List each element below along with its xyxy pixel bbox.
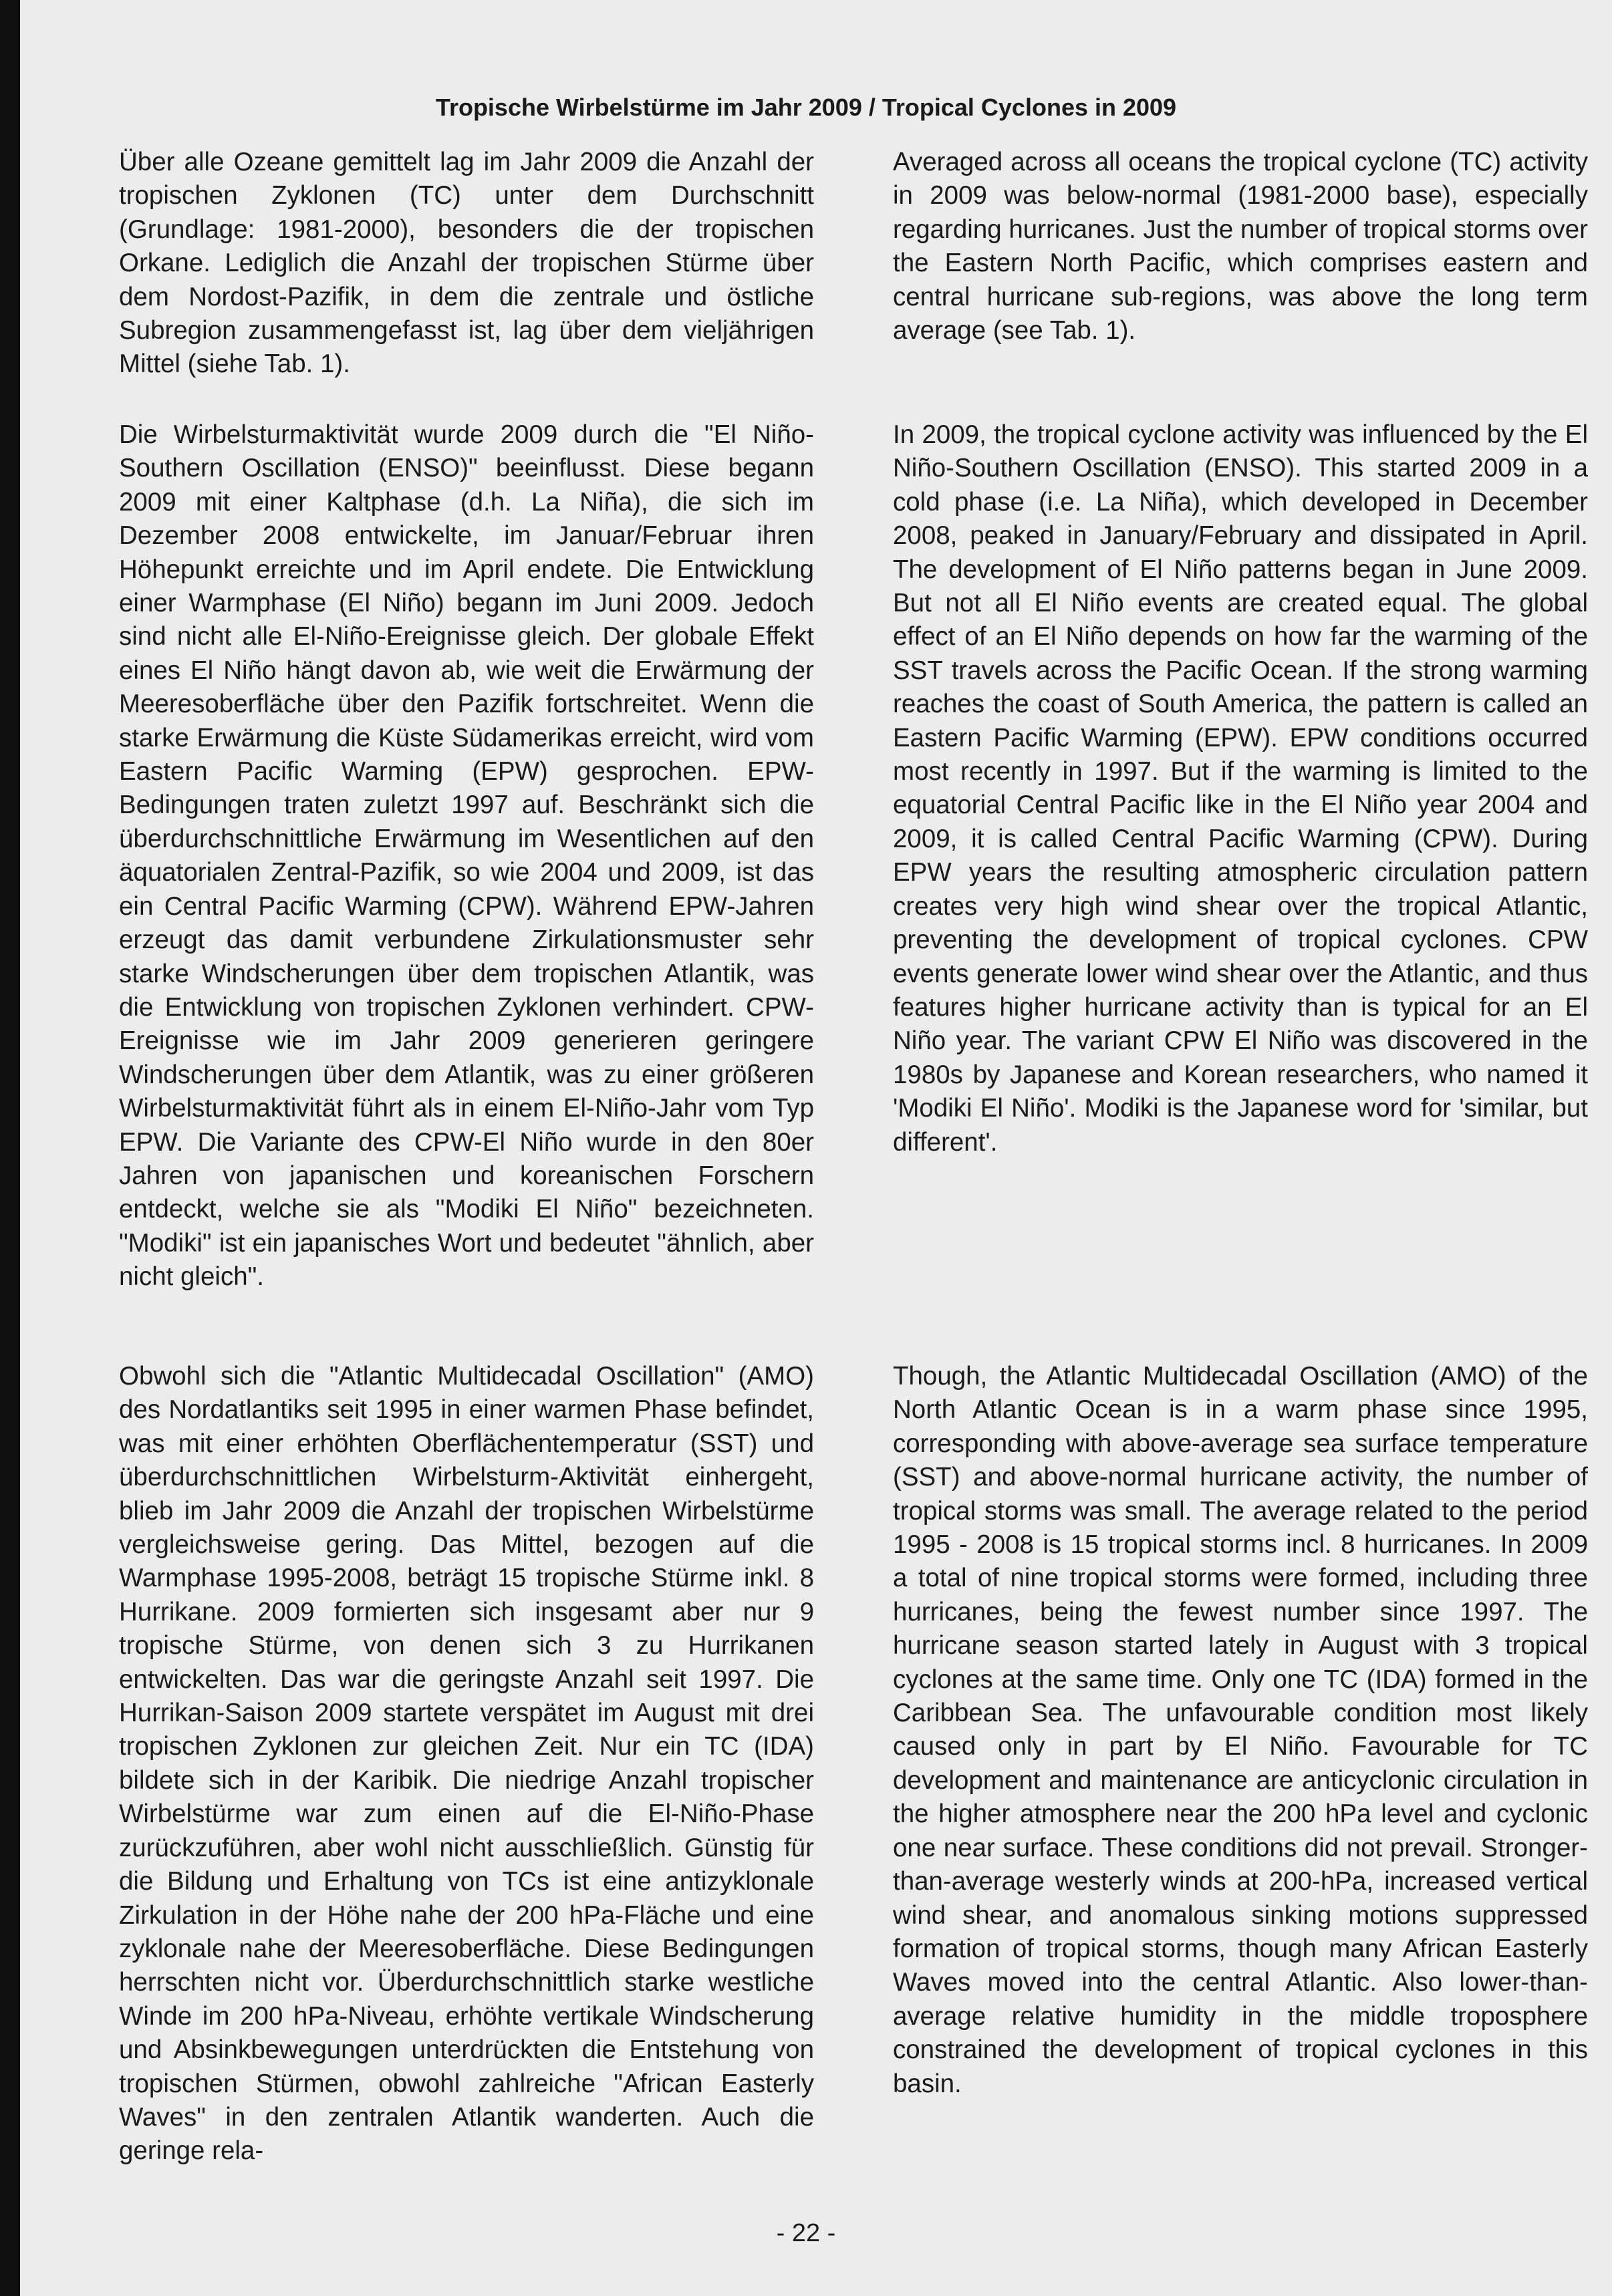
scan-edge — [0, 0, 20, 2296]
page-number: - 22 - — [776, 2219, 836, 2247]
german-paragraph-3: Obwohl sich die "Atlantic Multidecadal Oscillation" (AMO) des Nordatlantiks seit 1995 in einer warmen Phase befindet, was mit einer erhöhten Oberflächentemperatur (SST) und überdurchschnittlichen Wirbelsturm-Aktivität einhergeht, blieb im Jahr 2009 die Anzahl der tropischen Wirbelstürme vergleichsweise gering. Das Mittel, bezogen auf die Warmphase 1995-2008, beträgt 15 tropische Stürme inkl. 8 Hurrikane. 2009 formierten sich insgesamt aber nur 9 tropische Stürme, von denen sich 3 zu Hurrikanen entwickelten. Das war die geringste Anzahl seit 1997. Die Hurrikan-Saison 2009 startete verspätet im August mit drei tropischen Zyklonen zur gleichen Zeit. Nur ein TC (IDA) bildete sich in der Karibik. Die niedrige Anzahl tropischer Wirbelstürme war zum einen auf die El-Niño-Phase zurückzuführen, aber wohl nicht ausschließlich. Günstig für die Bildung und Erhaltung von TCs ist eine antizyklonale Zirkulation in der Höhe nahe der 200 hPa-Fläche und eine zyklonale nahe der Meeresoberfläche. Diese Bedingungen herrschten nicht vor. Überdurchschnittlich starke westliche Winde im 200 hPa-Niveau, erhöhte vertikale Windscherung und Absinkbewegungen unterdrückten die Entstehung von tropischen Stürmen, obwohl zahlreiche "African Easterly Waves" in den zentralen Atlantik wanderten. Auch die geringe rela- — [119, 1362, 814, 2166]
page-title: Tropische Wirbelstürme im Jahr 2009 / Tropical Cyclones in 2009 — [435, 94, 1177, 121]
english-paragraph-3: Though, the Atlantic Multidecadal Oscillation (AMO) of the North Atlantic Ocean is in a warm phase since 1995, corresponding with above-average sea surface temperature (SST) and above-normal hurricane activity, the number of tropical storms was small. The average related to the period 1995 - 2008 is 15 tropical storms incl. 8 hurricanes. In 2009 a total of nine tropical storms were formed, including three hurricanes, being the fewest number since 1997. The hurricane season started lately in August with 3 tropical cyclones at the same time. Only one TC (IDA) formed in the Caribbean Sea. The unfavourable condition most likely caused only in part by El Niño. Favourable for TC development and maintenance are anticyclonic circulation in the higher atmosphere near the 200 hPa level and cyclonic one near surface. These conditions did not prevail. Stronger-than-average westerly winds at 200-hPa, increased vertical wind shear, and anomalous sinking motions suppressed formation of tropical storms, though many African Easterly Waves moved into the central Atlantic. Also lower-than-average relative humidity in the middle troposphere constrained the development of tropical cyclones in this basin. — [893, 1362, 1588, 2098]
german-paragraph-1: Über alle Ozeane gemittelt lag im Jahr 2009 die Anzahl der tropischen Zyklonen (TC) unter dem Durchschnitt (Grundlage: 1981-2000), besonders die der tropischen Orkane. Lediglich die Anzahl der tropischen Stürme über dem Nordost-Pazifik, in dem die zentrale und östliche Subregion zusammengefasst ist, lag über dem vieljährigen Mittel (siehe Tab. 1). — [119, 148, 814, 379]
english-paragraph-1: Averaged across all oceans the tropical cyclone (TC) activity in 2009 was below-normal (1981-2000 base), especially regarding hurricanes. Just the number of tropical storms over the Eastern North Pacific, which comprises eastern and central hurricane sub-regions, was above the long term average (see Tab. 1). — [893, 148, 1588, 345]
german-paragraph-2: Die Wirbelsturmaktivität wurde 2009 durch die "El Niño-Southern Oscillation (ENSO)" beeinflusst. Diese begann 2009 mit einer Kaltphase (d.h. La Niña), die sich im Dezember 2008 entwickelte, im Januar/Februar ihren Höhepunkt erreichte und im April endete. Die Entwicklung einer Warmphase (El Niño) begann im Juni 2009. Jedoch sind nicht alle El-Niño-Ereignisse gleich. Der globale Effekt eines El Niño hängt davon ab, wie weit die Erwärmung der Meeresoberfläche über den Pazifik fortschreitet. Wenn die starke Erwärmung die Küste Südamerikas erreicht, wird vom Eastern Pacific Warming (EPW) gesprochen. EPW-Bedingungen traten zuletzt 1997 auf. Beschränkt sich die überdurchschnittliche Erwärmung im Wesentlichen auf den äquatorialen Zentral-Pazifik, so wie 2004 und 2009, ist das ein Central Pacific Warming (CPW). Während EPW-Jahren erzeugt das damit verbundene Zirkulationsmuster sehr starke Windscherungen über dem tropischen Atlantik, was die Entwicklung von tropischen Zyklonen verhindert. CPW-Ereignisse wie im Jahr 2009 generieren geringere Windscherungen über dem Atlantik, was zu einer größeren Wirbelsturmaktivität führt als in einem El-Niño-Jahr vom Typ EPW. Die Variante des CPW-El Niño wurde in den 80er Jahren von japanischen und koreanischen Forschern entdeckt, welche sie als "Modiki El Niño" bezeichneten. "Modiki" ist ein japanisches Wort und bedeutet "ähnlich, aber nicht gleich". — [119, 420, 814, 1292]
english-paragraph-2: In 2009, the tropical cyclone activity was influenced by the El Niño-Southern Oscillation (ENSO). This started 2009 in a cold phase (i.e. La Niña), which developed in December 2008, peaked in January/February and dissipated in April. The development of El Niño patterns began in June 2009. But not all El Niño events are created equal. The global effect of an El Niño depends on how far the warming of the SST travels across the Pacific Ocean. If the strong warming reaches the coast of South America, the pattern is called an Eastern Pacific Warming (EPW). EPW conditions occurred most recently in 1997. But if the warming is limited to the equatorial Central Pacific like in the El Niño year 2004 and 2009, it is called Central Pacific Warming (CPW). During EPW years the resulting atmospheric circulation pattern creates very high wind shear over the tropical Atlantic, preventing the development of tropical cyclones. CPW events generate lower wind shear over the Atlantic, and thus features higher hurricane activity than is typical for an El Niño year. The variant CPW El Niño was discovered in the 1980s by Japanese and Korean researchers, who named it 'Modiki El Niño'. Modiki is the Japanese word for 'similar, but different'. — [893, 420, 1588, 1157]
